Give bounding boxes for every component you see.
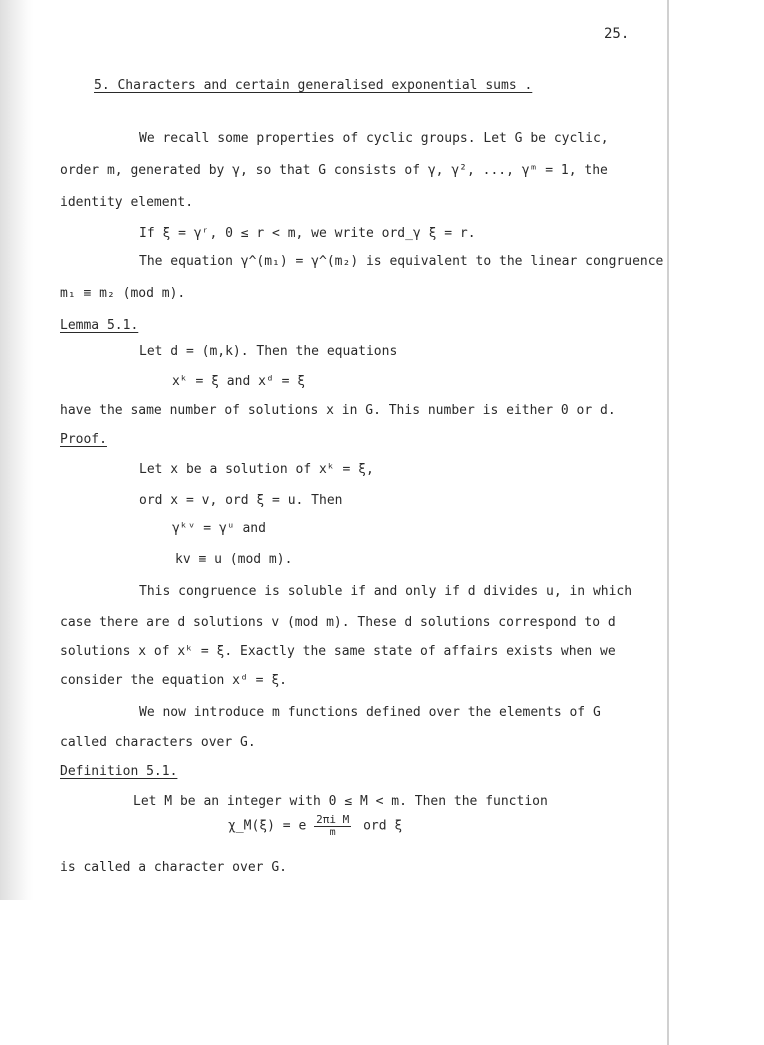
- proof-equation: kv ≡ u (mod m).: [175, 552, 293, 567]
- lemma-line: have the same number of solutions x in G. This number is either 0 or d.: [60, 403, 616, 418]
- definition-title: Definition 5.1.: [60, 764, 178, 779]
- paragraph-line: We now introduce m functions defined over the elements of G: [139, 705, 601, 720]
- page-number: 25.: [604, 26, 630, 42]
- formula-exponent: [314, 814, 351, 838]
- definition-line: is called a character over G.: [60, 860, 287, 875]
- proof-line: ord x = v, ord ξ = u. Then: [139, 493, 343, 508]
- proof-line: This congruence is soluble if and only if d divides u, in which: [139, 584, 633, 599]
- formula-lhs: χ_M(ξ) = e: [228, 818, 307, 834]
- exponent-numerator: 2πi M: [316, 813, 350, 826]
- paragraph-line: identity element.: [60, 195, 194, 210]
- section-heading: 5. Characters and certain generalised exponential sums .: [94, 78, 533, 93]
- proof-line: Let x be a solution of xᵏ = ξ,: [139, 462, 374, 477]
- paragraph-line: We recall some properties of cyclic groups. Let G be cyclic,: [139, 131, 609, 146]
- paragraph-line: If ξ = γʳ, 0 ≤ r < m, we write ord_γ ξ = r.: [139, 226, 476, 241]
- proof-title: Proof.: [60, 432, 107, 447]
- lemma-equation: xᵏ = ξ and xᵈ = ξ: [172, 374, 306, 389]
- formula-rhs: ord ξ: [363, 818, 403, 834]
- scan-edge-right: [667, 0, 669, 1045]
- exponent-denominator: m: [329, 827, 336, 838]
- proof-equation: γᵏᵛ = γᵘ and: [172, 521, 266, 536]
- paragraph-line: called characters over G.: [60, 735, 256, 750]
- proof-line: case there are d solutions v (mod m). These d solutions correspond to d: [60, 615, 616, 630]
- proof-line: solutions x of xᵏ = ξ. Exactly the same state of affairs exists when we: [60, 644, 616, 659]
- paragraph-line: m₁ ≡ m₂ (mod m).: [60, 286, 186, 301]
- definition-line: Let M be an integer with 0 ≤ M < m. Then the function: [133, 794, 548, 809]
- paragraph-line: The equation γ^(m₁) = γ^(m₂) is equivalent to the linear congruence: [139, 254, 664, 269]
- paragraph-line: order m, generated by γ, so that G consists of γ, γ², ..., γᵐ = 1, the: [60, 163, 608, 178]
- lemma-title: Lemma 5.1.: [60, 318, 139, 333]
- character-formula: [228, 814, 402, 839]
- scan-shadow-left: [0, 0, 34, 900]
- lemma-line: Let d = (m,k). Then the equations: [139, 344, 398, 359]
- proof-line: consider the equation xᵈ = ξ.: [60, 673, 287, 688]
